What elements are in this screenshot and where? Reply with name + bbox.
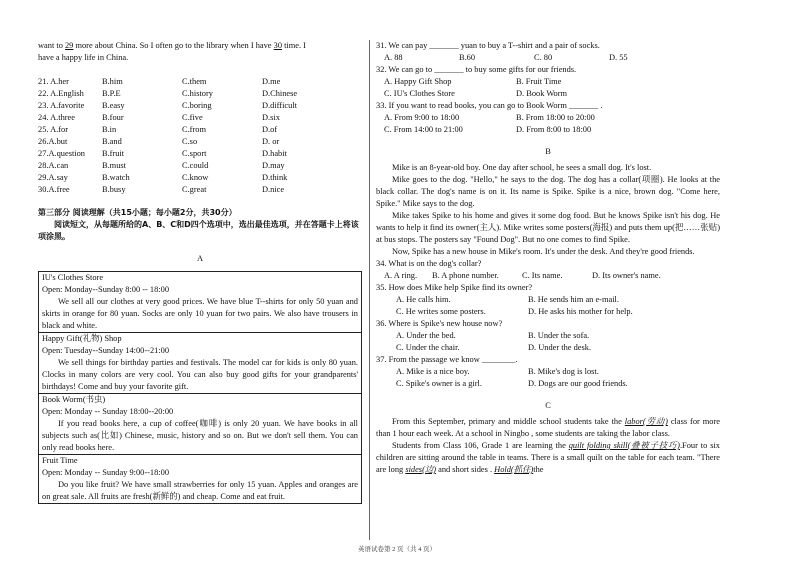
option: D. or xyxy=(262,137,280,146)
option: C. 80 xyxy=(534,53,553,62)
option: A. Happy Gift Shop xyxy=(384,77,452,86)
passage-b-paragraph: Mike is an 8-year-old boy. One day after school, he sees a small dog. It's lost. xyxy=(392,163,652,172)
option: B.P.E xyxy=(102,89,121,98)
option: C.could xyxy=(182,161,209,170)
ad-name: Book Worm(书虫) xyxy=(42,395,106,404)
q35-options xyxy=(376,294,720,318)
option: B. Fruit Time xyxy=(516,77,562,86)
option: C.boring xyxy=(182,101,212,110)
ad-name: IU's Clothes Store xyxy=(42,273,104,282)
cloze-options xyxy=(38,76,362,196)
ad-text: If you read books here, a cup of coffee(咖啡) is only 20 yuan. We have books in all subjects such as(比如) Chinese, music, history and so on. But we don't sell them. You can only read books here. xyxy=(42,419,358,452)
passage-b-paragraph: Mike takes Spike to his home and gives it some dog food. But he knows Spike isn't his dog. He wants to help it find its owner(主人). Mike writes some posters(海报) and puts them up(把……张贴) at bus stops. The posters say "Found Dog". But no one comes to find Spike. xyxy=(376,211,720,244)
option: B.four xyxy=(102,113,124,122)
option: D.may xyxy=(262,161,285,170)
option: B. From 18:00 to 20:00 xyxy=(516,113,595,122)
option: 23. A.favorite xyxy=(38,101,85,110)
cloze-tail-line2: have a happy life in China. xyxy=(38,53,129,62)
option: D. 55 xyxy=(609,53,628,62)
option: B.fruit xyxy=(102,149,125,158)
ad-hours: Open: Tuesday--Sunday 14:00--21:00 xyxy=(42,346,170,355)
q33-options xyxy=(376,112,720,136)
option: D.six xyxy=(262,113,280,122)
option: B.in xyxy=(102,125,117,134)
passage-b-paragraph: Mike goes to the dog. "Hello," he says to the dog. The dog has a collar(项圈). He looks at the black collar. The dog's name is on it. Its name is Spike. Spike is a nice, brown dog. "Come here, Spike." Mike says to the dog. xyxy=(376,175,720,208)
option: D. Dogs are our good friends. xyxy=(528,379,628,388)
ad-hours: Open: Monday -- Sunday 9:00--18:00 xyxy=(42,468,170,477)
option: D. Under the desk. xyxy=(528,343,592,352)
question-34: 34. What is on the dog's collar? xyxy=(376,259,482,268)
option: D.difficult xyxy=(262,101,297,110)
option: C. IU's Clothes Store xyxy=(384,89,455,98)
option: 28.A.can xyxy=(38,161,69,170)
term-hold: Hold(抓住) xyxy=(494,465,534,474)
option: C. Under the chair. xyxy=(396,343,460,352)
passage-c-paragraph: Students from Class 106, Grade 1 are learning the quilt folding skill(叠被子技巧).Four to six children are sitting around the table in teams. There is a small quilt on the table for each team. "There are long sides(边) and short sides . Hold(抓住)the xyxy=(376,441,720,474)
q36-options xyxy=(376,330,720,354)
question-31: 31. We can pay _______ yuan to buy a T--shirt and a pair of socks. xyxy=(376,41,600,50)
term-sides: sides(边) xyxy=(405,465,437,474)
ad-text: Do you like fruit? We have small strawberries for only 15 yuan. Apples and oranges are on great sale. All fruits are fresh(新鲜的) and cheap. Come and eat fruit. xyxy=(42,480,358,501)
blank-29: 29 xyxy=(64,41,74,50)
passage-b-paragraph: Now, Spike has a new house in Mike's room. It's under the desk. And they're good friends. xyxy=(392,247,695,256)
part3-instructions: 阅读短文，从每题所给的A、B、C和D四个选项中，选出最佳选项，并在答题卡上将该项涂黑。 xyxy=(38,220,359,241)
option: B.must xyxy=(102,161,126,170)
option: C. Spike's owner is a girl. xyxy=(396,379,482,388)
section-c-heading: C xyxy=(545,401,551,410)
option: A. A ring. xyxy=(384,271,418,280)
option: A. 88 xyxy=(384,53,403,62)
q32-options xyxy=(376,76,720,100)
option: D. From 8:00 to 18:00 xyxy=(516,125,592,134)
cloze-tail-line1: want to 29 more about China. So I often go to the library when I have 30 time. I xyxy=(38,41,306,50)
page-footer: 英语试卷第 2 页（共 4 页） xyxy=(358,546,436,553)
option: C.so xyxy=(182,137,198,146)
ad-fruit-time xyxy=(39,455,361,503)
option: A. Mike is a nice boy. xyxy=(396,367,470,376)
option: D.me xyxy=(262,77,281,86)
option: C.from xyxy=(182,125,206,134)
option: B.busy xyxy=(102,185,126,194)
passage-c-paragraph: From this September, primary and middle school students take the labor(劳动) class for more than 1 hour each week. At a school in Ningbo , some students are taking the labor class. xyxy=(376,417,720,438)
option: C. He writes some posters. xyxy=(396,307,486,316)
option: D.habit xyxy=(262,149,287,158)
term-labor: labor(劳动) xyxy=(624,417,668,426)
option: C. From 14:00 to 21:00 xyxy=(384,125,463,134)
section-a-heading: A xyxy=(196,254,204,263)
blank-30: 30 xyxy=(273,41,282,50)
q31-options xyxy=(376,52,720,64)
ad-clothes-store xyxy=(39,272,361,333)
column-divider xyxy=(369,40,370,540)
option: D.think xyxy=(262,173,288,182)
option: C.them xyxy=(182,77,207,86)
ad-hours: Open: Monday -- Sunday 18:00--20:00 xyxy=(42,407,174,416)
term-quilt-folding: quilt folding skill(叠被子技巧) xyxy=(568,441,680,450)
ad-name: Fruit Time xyxy=(42,456,78,465)
option: D.nice xyxy=(262,185,285,194)
option: A. He calls him. xyxy=(396,295,451,304)
question-37: 37. From the passage we know ________. xyxy=(376,355,518,364)
option: B.60 xyxy=(459,53,476,62)
ads-box xyxy=(38,271,362,504)
q34-options xyxy=(376,270,720,282)
part3-title: 第三部分 阅读理解（共15小题；每小题2分，共30分） xyxy=(38,208,237,217)
option: D.of xyxy=(262,125,278,134)
option: 22. A.English xyxy=(38,89,84,98)
question-32: 32. We can go to _______ to buy some gifts for our friends. xyxy=(376,65,577,74)
option: 21. A.her xyxy=(38,77,69,86)
option: D. Its owner's name. xyxy=(592,271,661,280)
option: C.history xyxy=(182,89,213,98)
ad-text: We sell things for birthday parties and festivals. The model car for kids is only 80 yuan. Clocks in many colors are very cool. You can also buy good gifts for your grandparents' birthdays! Come and buy your favorite gift. xyxy=(42,358,358,391)
question-33: 33. If you want to read books, you can go to Book Worm _______ . xyxy=(376,101,603,110)
option: B.and xyxy=(102,137,122,146)
ad-book-worm xyxy=(39,394,361,455)
right-column xyxy=(376,40,720,476)
left-column xyxy=(38,40,362,504)
option: C. Its name. xyxy=(522,271,563,280)
option: B.watch xyxy=(102,173,130,182)
option: B. Mike's dog is lost. xyxy=(528,367,599,376)
option: 30.A.free xyxy=(38,185,70,194)
option: A. From 9:00 to 18:00 xyxy=(384,113,460,122)
option: A. Under the bed. xyxy=(396,331,456,340)
option: B.easy xyxy=(102,101,125,110)
option: 27.A.question xyxy=(38,149,85,158)
option: 26.A.but xyxy=(38,137,68,146)
option: B. Under the sofa. xyxy=(528,331,590,340)
option: C.know xyxy=(182,173,209,182)
section-b-heading: B xyxy=(545,147,551,156)
ad-gift-shop xyxy=(39,333,361,394)
question-35: 35. How does Mike help Spike find its owner? xyxy=(376,283,533,292)
option: C.great xyxy=(182,185,207,194)
option: B. A phone number. xyxy=(432,271,499,280)
option: D. Book Worm xyxy=(516,89,568,98)
option: C.five xyxy=(182,113,203,122)
option: 25. A.for xyxy=(38,125,69,134)
ad-hours: Open: Monday--Sunday 8:00 -- 18:00 xyxy=(42,285,170,294)
option: B. He sends him an e-mail. xyxy=(528,295,619,304)
option: C.sport xyxy=(182,149,207,158)
option: D. He asks his mother for help. xyxy=(528,307,633,316)
option: B.him xyxy=(102,77,123,86)
ad-text: We sell all our clothes at very good prices. We have blue T--shirts for only 50 yuan and skirts in orange for 80 yuan. Socks are only 10 yuan for two pairs. We also have trousers in black and white. xyxy=(42,297,358,330)
ad-name: Happy Gift(礼物) Shop xyxy=(42,334,122,343)
q37-options xyxy=(376,366,720,390)
option: 24. A.three xyxy=(38,113,75,122)
option: 29.A.say xyxy=(38,173,68,182)
option: D.Chinese xyxy=(262,89,298,98)
question-36: 36. Where is Spike's new house now? xyxy=(376,319,503,328)
